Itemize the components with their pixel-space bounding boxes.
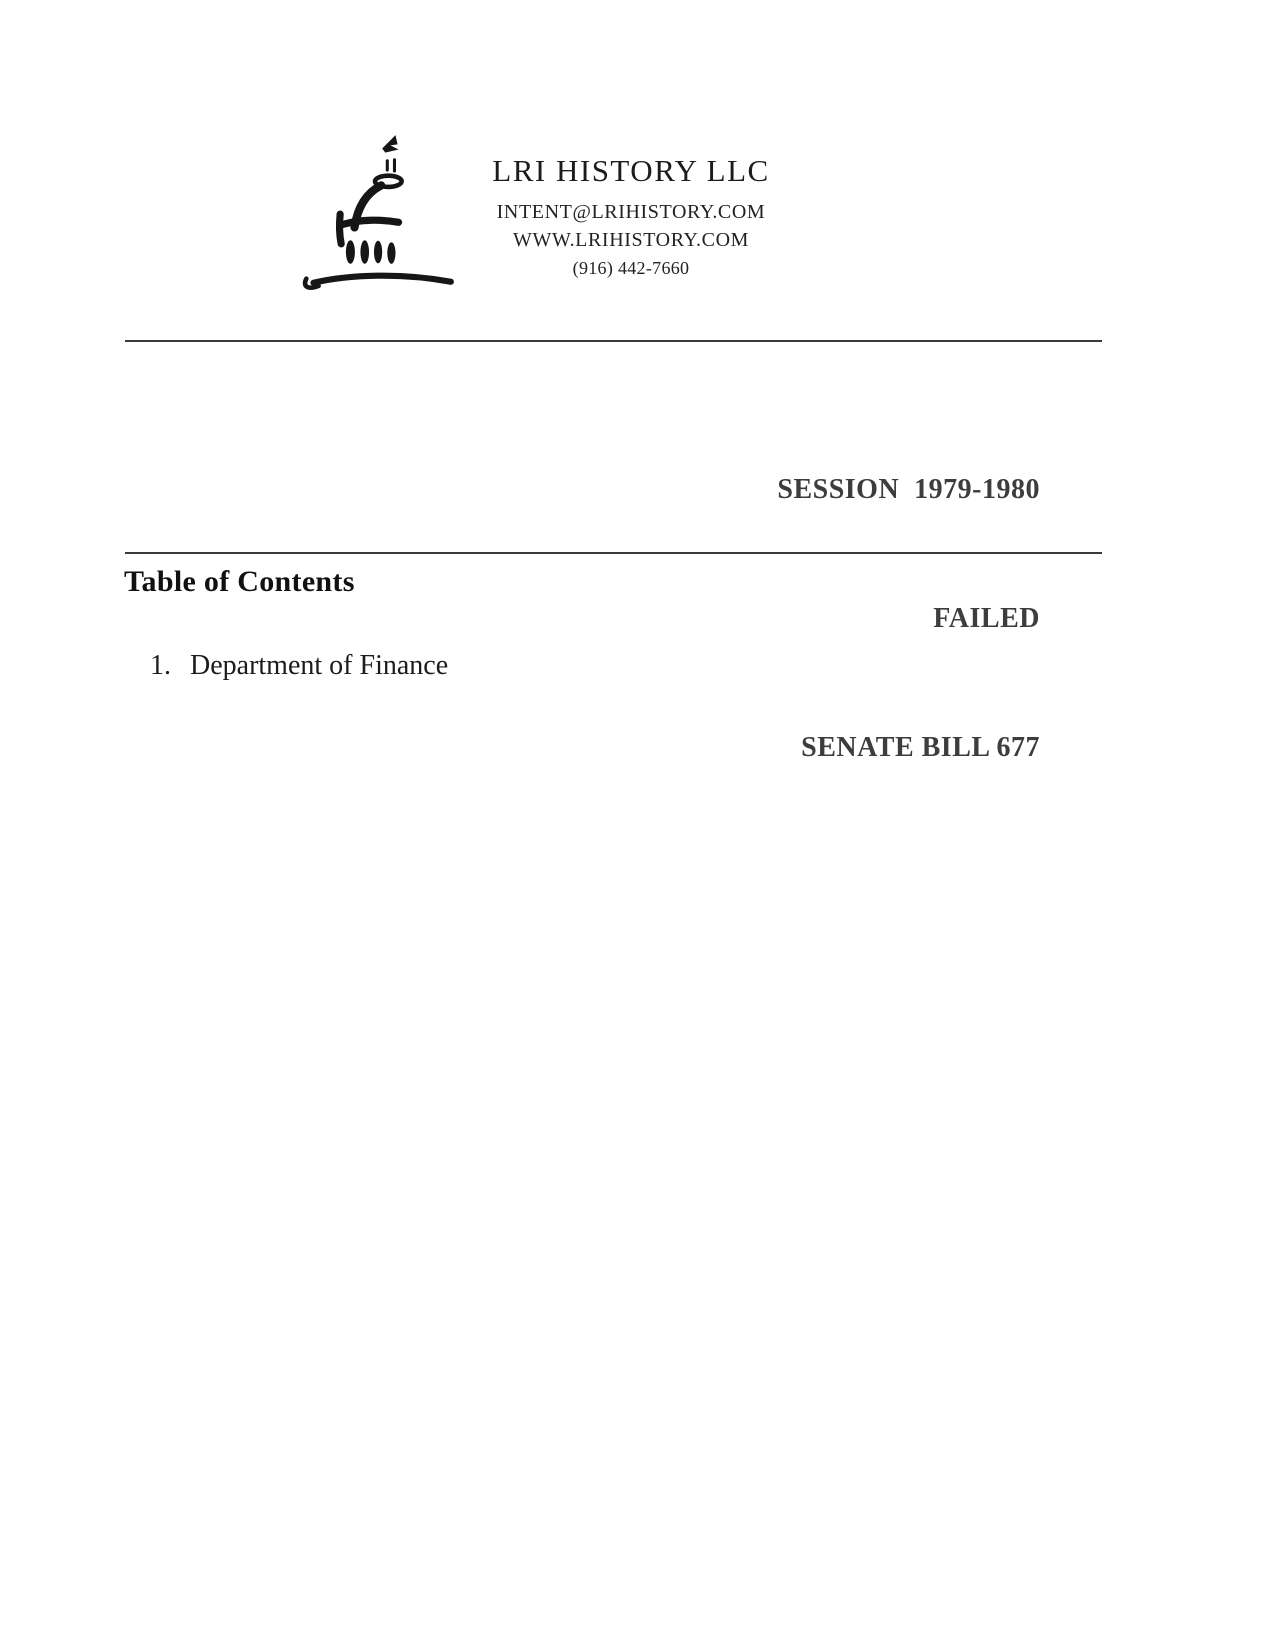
letterhead — [415, 152, 847, 282]
horizontal-rule-top — [125, 340, 1102, 342]
company-name: LRI HISTORY LLC — [492, 153, 770, 188]
company-email: INTENT@LRIHISTORY.COM — [496, 201, 766, 223]
toc-item-label: Department of Finance — [190, 650, 449, 681]
status-line: FAILED — [933, 603, 1040, 634]
session-block — [777, 382, 1040, 855]
session-line: SESSION 1979-1980 — [777, 474, 1040, 505]
toc-title: Table of Contents — [124, 565, 355, 598]
bill-line: SENATE BILL 677 — [801, 732, 1040, 763]
toc-item-number: 1. — [150, 650, 171, 681]
company-website: WWW.LRIHISTORY.COM — [512, 229, 749, 251]
toc-item — [150, 650, 448, 682]
company-phone: (916) 442-7660 — [572, 258, 690, 278]
horizontal-rule-bottom — [125, 552, 1102, 554]
